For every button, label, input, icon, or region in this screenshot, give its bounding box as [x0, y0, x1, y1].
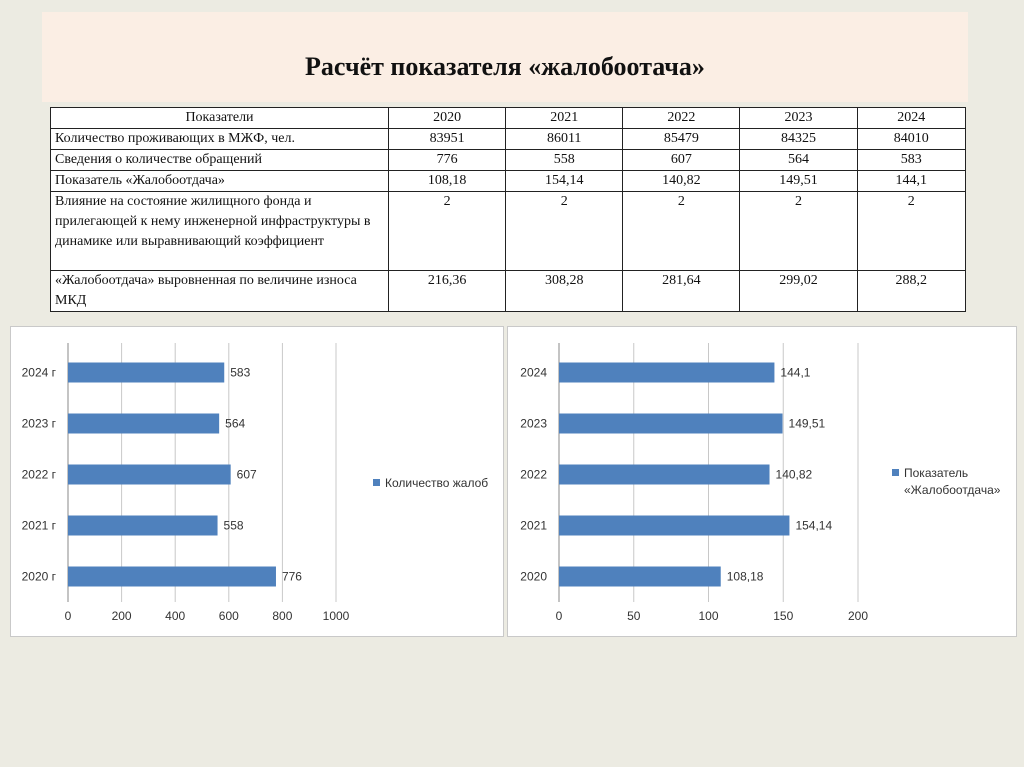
legend-swatch	[892, 469, 899, 476]
legend-swatch	[373, 479, 380, 486]
value-label: 154,14	[795, 518, 833, 533]
table-header-cell: 2021	[506, 108, 623, 129]
row-label: Показатель «Жалобоотдача»	[51, 171, 389, 192]
bar	[68, 465, 231, 485]
category-label: 2022 г	[21, 467, 56, 482]
table-cell: 2	[857, 192, 966, 271]
table-cell: 2	[740, 192, 857, 271]
ratio-bar-chart	[508, 327, 1016, 636]
table-cell: 84325	[740, 129, 857, 150]
row-label: Сведения о количестве обращений	[51, 150, 389, 171]
x-tick-label: 200	[111, 609, 132, 623]
table-cell: 86011	[506, 129, 623, 150]
value-label: 564	[225, 416, 246, 431]
bar	[68, 567, 276, 587]
x-tick-label: 0	[64, 609, 72, 623]
bar	[68, 516, 218, 536]
table-row	[51, 271, 966, 312]
row-label: Влияние на состояние жилищного фонда и прилегающей к нему инженерной инфраструктуры в динамике или выравнивающий коэффициент	[51, 192, 389, 271]
table-row	[51, 150, 966, 171]
bar	[559, 567, 721, 587]
ratio-chart-panel	[507, 326, 1017, 637]
x-tick-label: 800	[272, 609, 293, 623]
category-label: 2020	[520, 569, 547, 584]
value-label: 583	[230, 365, 251, 380]
table-cell: 776	[389, 150, 506, 171]
title-box	[42, 12, 968, 102]
value-label: 140,82	[775, 467, 813, 482]
table-cell: 140,82	[623, 171, 740, 192]
table-cell: 154,14	[506, 171, 623, 192]
value-label: 149,51	[788, 416, 826, 431]
category-label: 2024	[520, 365, 547, 380]
table-cell: 216,36	[389, 271, 506, 312]
table-row	[51, 129, 966, 150]
value-label: 144,1	[780, 365, 811, 380]
table-header-cell: 2024	[857, 108, 966, 129]
category-label: 2024 г	[21, 365, 56, 380]
x-tick-label: 0	[555, 609, 563, 623]
x-tick-label: 1000	[322, 609, 350, 623]
table-cell: 299,02	[740, 271, 857, 312]
table-header-row	[51, 108, 966, 129]
bar	[559, 414, 783, 434]
category-label: 2023 г	[21, 416, 56, 431]
table-cell: 558	[506, 150, 623, 171]
table-row	[51, 171, 966, 192]
table-header-cell: 2023	[740, 108, 857, 129]
table-cell: 83951	[389, 129, 506, 150]
complaints-chart-panel	[10, 326, 504, 637]
category-label: 2020 г	[21, 569, 56, 584]
row-label: Количество проживающих в МЖФ, чел.	[51, 129, 389, 150]
value-label: 776	[281, 569, 302, 584]
table-cell: 85479	[623, 129, 740, 150]
bar	[68, 414, 219, 434]
table-header-cell: 2020	[389, 108, 506, 129]
table-cell: 583	[857, 150, 966, 171]
table-cell: 2	[389, 192, 506, 271]
slide-title: Расчёт показателя «жалобоотача»	[305, 52, 705, 81]
table-cell: 144,1	[857, 171, 966, 192]
category-label: 2022	[520, 467, 547, 482]
x-tick-label: 100	[698, 609, 719, 623]
bar	[68, 363, 224, 383]
x-tick-label: 50	[627, 609, 641, 623]
table-row	[51, 192, 966, 271]
table-cell: 607	[623, 150, 740, 171]
value-label: 607	[236, 467, 257, 482]
table-cell: 288,2	[857, 271, 966, 312]
table-header-cell: Показатели	[51, 108, 389, 129]
table-cell: 281,64	[623, 271, 740, 312]
bar	[559, 363, 774, 383]
table-cell: 564	[740, 150, 857, 171]
x-tick-label: 150	[773, 609, 794, 623]
complaints-bar-chart	[11, 327, 503, 636]
table-cell: 308,28	[506, 271, 623, 312]
legend-label: Показатель	[904, 466, 969, 480]
table-cell: 108,18	[389, 171, 506, 192]
data-table	[50, 107, 966, 312]
legend-label: Количество жалоб	[385, 476, 489, 490]
value-label: 558	[223, 518, 244, 533]
x-tick-label: 200	[847, 609, 869, 623]
legend-label: «Жалобоотдача»	[904, 483, 1001, 497]
table-cell: 149,51	[740, 171, 857, 192]
x-tick-label: 400	[165, 609, 186, 623]
table-header-cell: 2022	[623, 108, 740, 129]
bar	[559, 465, 770, 485]
category-label: 2021 г	[21, 518, 56, 533]
category-label: 2021	[520, 518, 547, 533]
table-cell: 2	[506, 192, 623, 271]
value-label: 108,18	[726, 569, 764, 584]
category-label: 2023	[520, 416, 547, 431]
table-cell: 84010	[857, 129, 966, 150]
x-tick-label: 600	[218, 609, 239, 623]
bar	[559, 516, 789, 536]
table-cell: 2	[623, 192, 740, 271]
row-label: «Жалобоотдача» выровненная по величине износа МКД	[51, 271, 389, 312]
